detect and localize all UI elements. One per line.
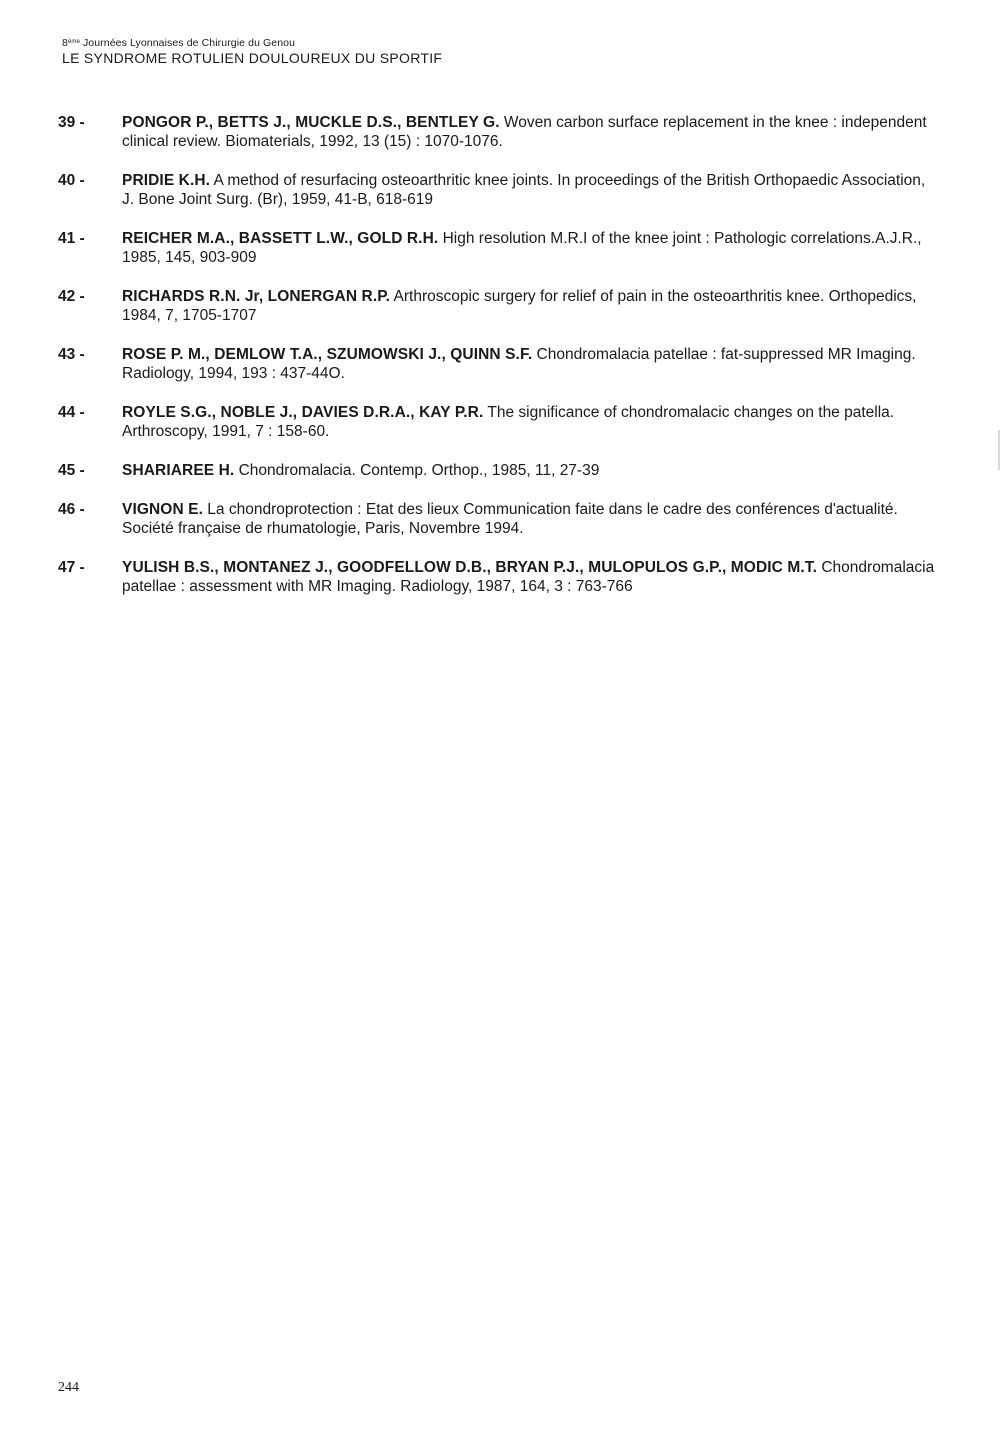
- reference-item: [58, 461, 938, 480]
- reference-authors: RICHARDS R.N. Jr, LONERGAN R.P.: [122, 288, 391, 305]
- reference-text: The significance of chondromalacic changes on the patella. Arthroscopy, 1991, 7 : 158-60.: [122, 404, 895, 440]
- running-header: [62, 37, 942, 67]
- reference-number: 43 -: [58, 346, 85, 363]
- reference-body: [122, 113, 938, 151]
- reference-number: 42 -: [58, 288, 85, 305]
- reference-item: [58, 171, 938, 209]
- reference-body: [122, 461, 938, 480]
- reference-number: 41 -: [58, 230, 85, 247]
- reference-item: [58, 345, 938, 383]
- reference-text: La chondroprotection : Etat des lieux Communication faite dans le cadre des conférences d'actualité. Société française de rhumatologie, Paris, Novembre 1994.: [122, 501, 898, 537]
- reference-authors: PRIDIE K.H.: [122, 172, 211, 189]
- reference-authors: REICHER M.A., BASSETT L.W., GOLD R.H.: [122, 230, 439, 247]
- conference-name: Journées Lyonnaises de Chirurgie du Genou: [79, 37, 296, 49]
- reference-authors: ROSE P. M., DEMLOW T.A., SZUMOWSKI J., QUINN S.F.: [122, 346, 533, 363]
- conference-line: [62, 37, 942, 50]
- reference-authors: ROYLE S.G., NOBLE J., DAVIES D.R.A., KAY P.R.: [122, 404, 484, 421]
- reference-body: [122, 287, 938, 325]
- reference-item: [58, 113, 938, 151]
- reference-body: [122, 229, 938, 267]
- reference-number: 45 -: [58, 462, 85, 479]
- reference-text: Chondromalacia. Contemp. Orthop., 1985, 11, 27-39: [234, 462, 600, 479]
- document-title: LE SYNDROME ROTULIEN DOULOUREUX DU SPORTIF: [62, 50, 443, 66]
- reference-body: [122, 500, 938, 538]
- reference-text: Arthroscopic surgery for relief of pain in the osteoarthritis knee. Orthopedics, 1984, 7, 1705-1707: [122, 288, 917, 324]
- edition-suffix: ème: [67, 39, 80, 45]
- reference-item: [58, 500, 938, 538]
- reference-number: 39 -: [58, 114, 85, 131]
- reference-list: [58, 113, 938, 616]
- reference-text: Chondromalacia patellae : assessment with MR Imaging. Radiology, 1987, 164, 3 : 763-766: [122, 559, 935, 595]
- reference-authors: YULISH B.S., MONTANEZ J., GOODFELLOW D.B., BRYAN P.J., MULOPULOS G.P., MODIC M.T.: [122, 559, 818, 576]
- edition-number: 8: [62, 37, 68, 49]
- reference-body: [122, 558, 938, 596]
- reference-authors: PONGOR P., BETTS J., MUCKLE D.S., BENTLEY G.: [122, 114, 500, 131]
- reference-authors: VIGNON E.: [122, 501, 203, 518]
- page-number: 244: [58, 1380, 79, 1395]
- reference-authors: SHARIAREE H.: [122, 462, 235, 479]
- reference-text: Chondromalacia patellae : fat-suppressed MR Imaging. Radiology, 1994, 193 : 437-44O.: [122, 346, 916, 382]
- reference-text: A method of resurfacing osteoarthritic knee joints. In proceedings of the British Orthopaedic Association, J. Bone Joint Surg. (Br), 1959, 41-B, 618-619: [122, 172, 926, 208]
- reference-body: [122, 345, 938, 383]
- reference-text: High resolution M.R.I of the knee joint : Pathologic correlations.A.J.R., 1985, 145, 903-909: [122, 230, 922, 266]
- reference-number: 47 -: [58, 559, 85, 576]
- reference-number: 46 -: [58, 501, 85, 518]
- reference-item: [58, 229, 938, 267]
- reference-number: 44 -: [58, 404, 85, 421]
- reference-item: [58, 403, 938, 441]
- reference-item: [58, 558, 938, 596]
- reference-text: Woven carbon surface replacement in the knee : independent clinical review. Biomaterials, 1992, 13 (15) : 1070-1076.: [122, 114, 927, 150]
- reference-body: [122, 403, 938, 441]
- reference-body: [122, 171, 938, 209]
- reference-item: [58, 287, 938, 325]
- reference-number: 40 -: [58, 172, 85, 189]
